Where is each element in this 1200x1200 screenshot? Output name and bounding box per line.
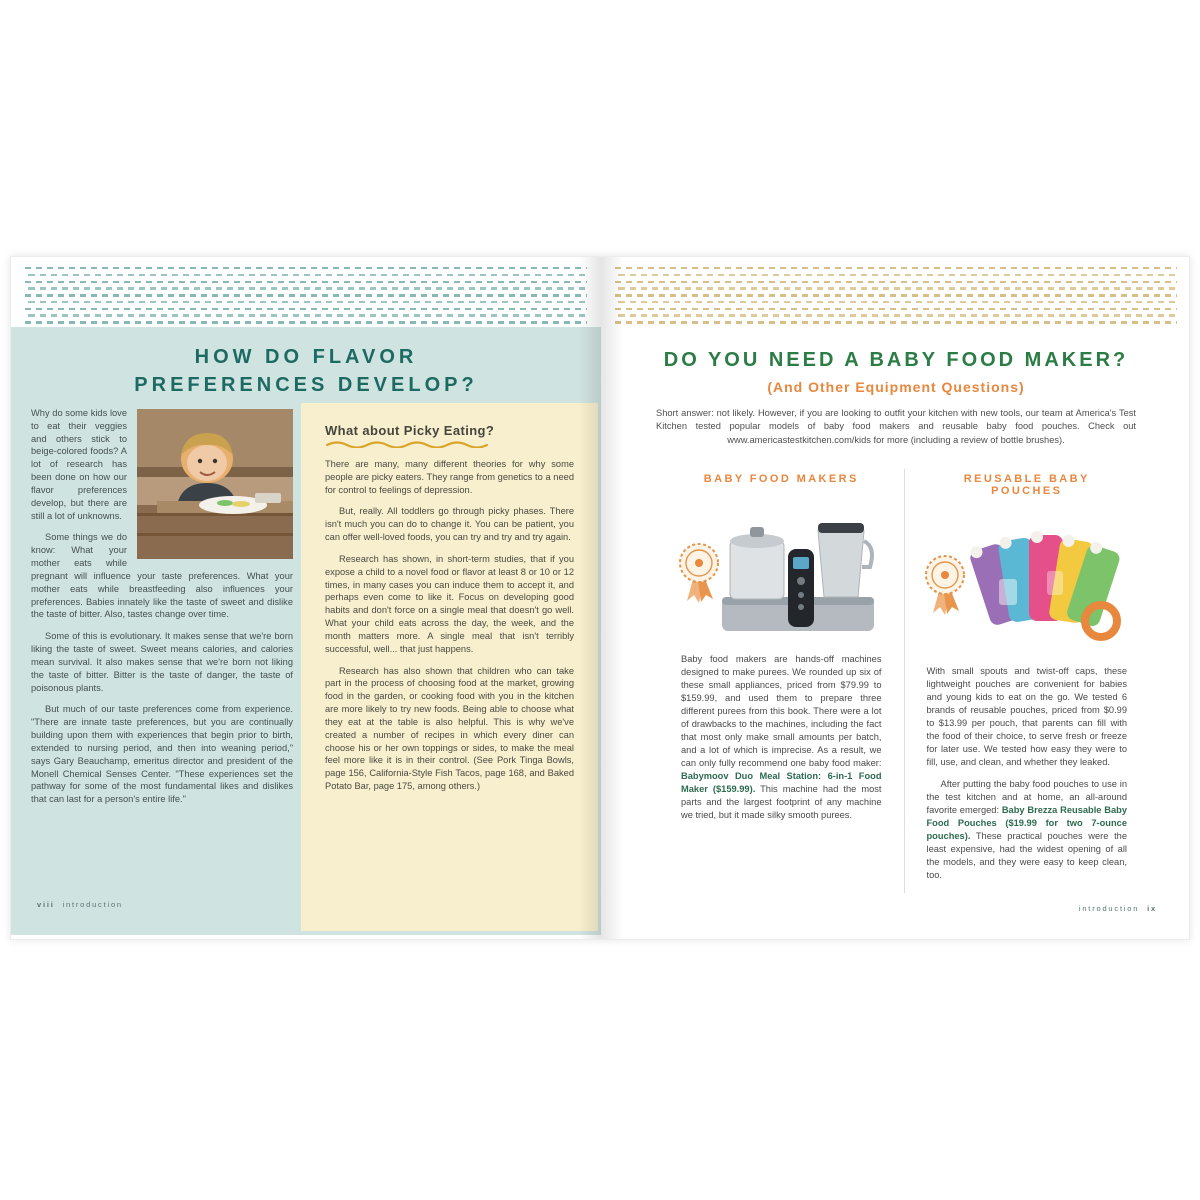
makers-body	[681, 653, 882, 822]
flavor-paragraph-2: Some things we do know: What your mother eats while pregnant will influence your taste preferences. What your mother eats while breastfeeding also influences your preferences. Babies innately like the taste of sweet and dislike the taste of bitter. Also, tastes change over time.	[31, 532, 293, 620]
makers-figure	[681, 497, 882, 643]
reusable-pouches-column	[905, 469, 1150, 893]
baby-food-maker-photo	[714, 497, 882, 644]
picky-paragraph-1: There are many, many different theories for why some people are picky eaters. They range from genetics to a need for control to feelings of depression.	[325, 459, 574, 495]
pouches-body-1: With small spouts and twist-off caps, these lightweight pouches are convenient for babies and young kids to eat on the go. We tested 6 brands of reusable pouches, priced from $0.99 to $13.99 per pouch, that parents can fill with the food of their choice, to serve fresh or freeze for later use. We tested how easy they were to fill, use, and clean, and whether they leaked.	[926, 666, 1127, 768]
flavor-paragraph-3: Some of this is evolutionary. It makes sense that we're born liking the taste of sweet. Sweet means calories, and calories mean survival. It also makes sense that we're born not liking the taste of bitter. Bitter is the taste of danger, the taste of poisonous plants.	[31, 631, 293, 693]
equipment-intro: Short answer: not likely. However, if you are looking to outfit your kitchen with new tools, our team at America's Test Kitchen tested popular models of baby food makers and reusable baby food pouches. Check out www.americastestkitchen.com/kids for more (including a review of bottle brushes).	[656, 408, 1136, 445]
picky-paragraph-2: But, really. All toddlers go through picky phases. There isn't much you can do to change it. You can be patient, you can offer well-loved foods, you can try and try and try again.	[325, 506, 574, 543]
makers-body-post: This machine had the most parts and the largest footprint of any machine we tried, but it made silky smooth purees.	[681, 784, 882, 821]
flavor-paragraph-1: Why do some kids love to eat their veggies and others stick to beige-colored foods? A lot of research has been done on how our flavor preferences develop, but there are still a lot of unknowns.	[31, 408, 127, 521]
left-folio-label: introduction	[62, 900, 123, 909]
pouches-product-name: Baby Brezza Reusable Baby Food Pouches ($19.99 for two 7-ounce pouches).	[926, 805, 1127, 842]
pouches-header: REUSABLE BABY POUCHES	[963, 473, 1090, 497]
baby-pouches-photo	[959, 509, 1127, 656]
right-page-footer	[1079, 904, 1161, 913]
makers-header: BABY FOOD MAKERS	[703, 473, 859, 485]
pouches-body2-post: These practical pouches were the least expensive, had the widest opening of all the models, and they were easy to keep clean, too.	[926, 831, 1127, 881]
pouches-figure	[927, 509, 1128, 655]
picky-paragraph-3: Research has shown, in short-term studies, that if you expose a child to a novel food or flavor at least 8 or 10 or 12 times, in many cases you can induce them to accept it, and perhaps even come to like it. Focus on developing good habits and don't force on a single meal that doesn't go well. What your child eats across the day, the week, and the month matters more. A single meal that isn't terribly successful, well... that just happens.	[325, 553, 574, 654]
wavy-underline	[325, 440, 495, 448]
stitch-pattern-right	[615, 267, 1177, 327]
pouches-body-2	[927, 778, 1128, 882]
flavor-heading-line2: PREFERENCES DEVELOP?	[134, 374, 478, 396]
stitch-pattern-left	[25, 267, 587, 327]
child-photo-illustration	[137, 409, 293, 559]
flavor-paragraph-4: But much of our taste preferences come from experience. "There are innate taste preferences, but you are continually building upon them with experiences that begin prior to birth, extended to nursing period, and then into weaning period," says Gary Beauchamp, emeritus director and president of the Monell Chemical Senses Center. "These experiences set the pathway for some of the most fundamental likes and dislikes that can last for a person's entire life."	[31, 704, 293, 805]
book-spread	[10, 256, 1190, 940]
right-page	[601, 257, 1191, 939]
picky-heading: What about Picky Eating?	[325, 423, 495, 438]
right-folio-label: introduction	[1078, 904, 1140, 913]
left-page-footer	[33, 900, 123, 909]
flavor-section	[11, 327, 601, 935]
left-page	[11, 257, 601, 939]
child-cooking-photo	[137, 409, 293, 559]
right-folio-number: ix	[1147, 904, 1157, 913]
picky-paragraph-4: Research has also shown that children who can take part in the process of choosing food at the market, growing food in the garden, or cooking food with you in the kitchen are more likely to try new foods. Being able to choose what they eat at the table is also helpful. This is why we've created a number of recipes in which every diner can choose his or her own toppings or sides, to make the meal feel more like it is in their control. (See Pork Tinga Bowls, page 156, California-Style Fish Tacos, page 168, and Baked Potato Bar, page 175, among others.)	[325, 665, 574, 792]
makers-body-pre: Baby food makers are hands-off machines designed to make purees. We rounded up six of these small appliances, priced from $79.99 to $159.99, and used them to prepare three different purees from this book. There were a lot of drawbacks to the machines, including the fact that most only make small amounts per batch, and a lot of which is imprecise. As a result, we can only fully recommend one baby food maker:	[681, 654, 882, 769]
equipment-subheading: (And Other Equipment Questions)	[767, 379, 1025, 395]
pouches-body2-pre: After putting the baby food pouches to use in the test kitchen and at home, an all-around favorite emerged:	[926, 779, 1127, 816]
equipment-heading: DO YOU NEED A BABY FOOD MAKER?	[663, 349, 1129, 371]
flavor-body	[31, 407, 293, 815]
baby-food-makers-column	[659, 469, 904, 893]
flavor-heading	[19, 343, 593, 399]
equipment-columns	[659, 469, 1149, 893]
picky-eating-panel	[301, 403, 598, 931]
flavor-heading-line1: HOW DO FLAVOR	[194, 346, 418, 368]
makers-product-name: Babymoov Duo Meal Station: 6-in-1 Food Maker ($159.99).	[681, 771, 882, 795]
left-folio-number: viii	[37, 900, 55, 909]
